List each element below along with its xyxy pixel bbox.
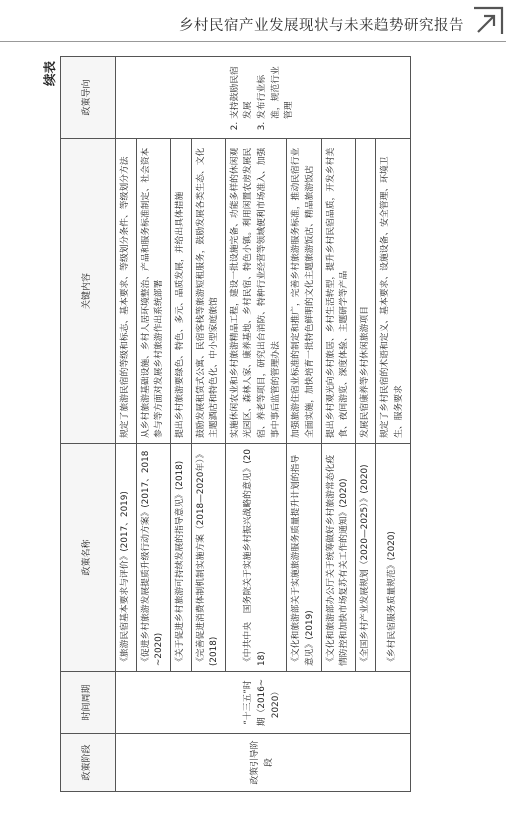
- policy-direction-list: [229, 62, 297, 133]
- column-header-policy-name: 政策名称: [61, 444, 116, 672]
- key-content-cell: 发展民宿康养等乡村休闲旅游项目: [355, 139, 376, 444]
- corner-arrow-logo-icon: [472, 6, 506, 36]
- policy-name-cell: 《促进乡村旅游发展提质升级行动方案》(2017、2018~2020): [136, 444, 170, 672]
- policy-direction-cell: [116, 57, 411, 139]
- table-header-row: [61, 57, 116, 792]
- table-row: [116, 57, 137, 792]
- policy-name-cell: 《全国乡村产业发展规划（2020—2025）》(2020): [355, 444, 376, 672]
- time-period-cell: “十三五”时期（2016~2020）: [116, 672, 411, 734]
- policy-name-cell: 《旅游民宿基本要求与评价》(2017、2019): [116, 444, 137, 672]
- key-content-cell: 规定了旅游民宿的等级和标志、基本要求、等级划分条件、等级划分方法: [116, 139, 137, 444]
- policy-name-cell: 《文化和旅游部办公厅关于统筹做好乡村旅游常态化疫情防控和加快市场复苏有关工作的通知》(2020): [321, 444, 355, 672]
- column-header-period: 时间周期: [61, 672, 116, 734]
- key-content-cell: 实施休闲农业和乡村旅游精品工程，建设一批设施完备、功能多样的休闲观光园区、森林人家、康养基地、乡村民宿、特色小镇。利用闲置农房发展民宿、养老等项目，研究出台消防、特种行业经营等领域便利市场准入、加强事中事后监管的管理办法: [225, 139, 287, 444]
- rotated-policy-table-area: [34, 57, 474, 792]
- column-header-direction: 政策导向: [61, 57, 116, 139]
- key-content-cell: 规定了乡村民宿的术语和定义、基本要求、设施设备、安全管理、环境卫生、服务要求: [376, 139, 410, 444]
- key-content-cell: 加强旅游住宿业标准的制定和推广，完善乡村旅游服务标准，推动民宿行业全面实施，加快培育一批特色鲜明的文化主题旅游饭店、精品旅游饭店: [287, 139, 321, 444]
- column-header-stage: 政策阶段: [61, 734, 116, 792]
- page-header: [0, 0, 516, 44]
- key-content-cell: 提出乡村观光向乡村旅居、乡村生活转型，提升乡村民宿品质，开发乡村美食、夜间游览、深度体验、主题研学等产品: [321, 139, 355, 444]
- column-header-key-content: 关键内容: [61, 139, 116, 444]
- policy-name-cell: 《关于促进乡村旅游可持续发展的指导意见》(2018): [170, 444, 191, 672]
- header-divider: [0, 41, 506, 42]
- policy-stage-cell: 政策引导阶段: [116, 734, 411, 792]
- report-title: 乡村民宿产业发展现状与未来趋势研究报告: [179, 18, 464, 34]
- policy-name-cell: 《完善促进消费体制机制实施方案（2018—2020年）》(2018): [191, 444, 225, 672]
- direction-item: 3. 发布行业标准，规范行业管理: [256, 62, 297, 119]
- key-content-cell: 鼓励发展租赁式公寓、民宿客栈等旅游短租服务，鼓励发展各类生态、文化主题酒店和特色化、中小型家庭旅馆: [191, 139, 225, 444]
- key-content-cell: 从乡村旅游基础设施、乡村人居环境整治、产品和服务标准制定、社会资本参与等方面对发展乡村旅游作出系统部署: [136, 139, 170, 444]
- policy-name-cell: 《文化和旅游部关于实施旅游服务质量提升计划的指导意见》(2019): [287, 444, 321, 672]
- policy-table: [60, 56, 411, 792]
- policy-name-cell: 《乡村民宿服务质量规范》(2020): [376, 444, 410, 672]
- direction-item: 2. 支持鼓励民宿发展: [229, 62, 256, 119]
- continued-label: 续表: [42, 61, 57, 87]
- policy-name-cell: 《中共中央 国务院关于实施乡村振兴战略的意见》(2018): [225, 444, 287, 672]
- key-content-cell: 提出乡村旅游要绿色、特色、多元、品质发展，并给出具体措施: [170, 139, 191, 444]
